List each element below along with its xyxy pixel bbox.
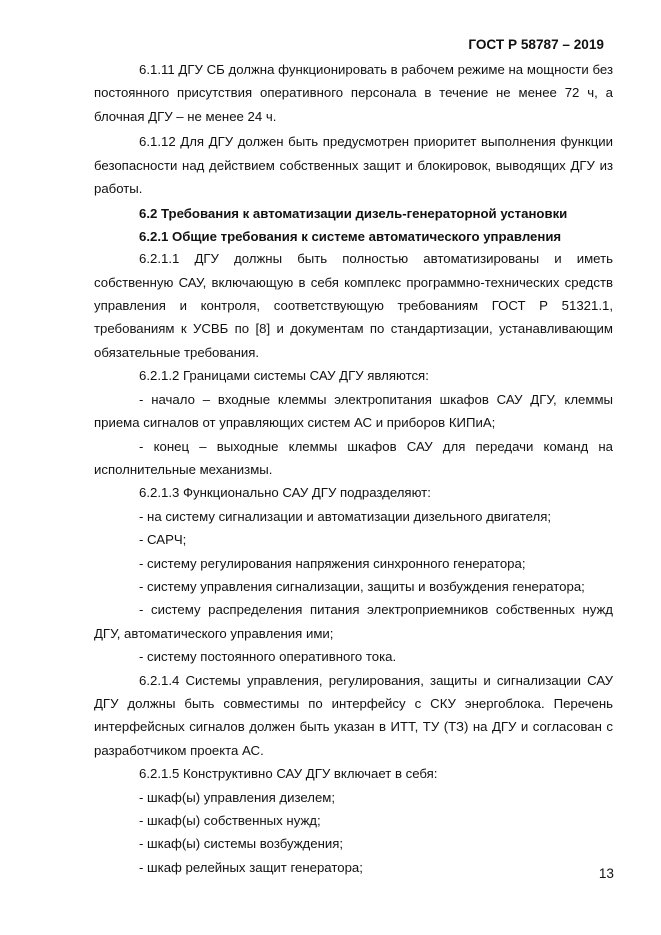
- clause-6-1-12: 6.1.12 Для ДГУ должен быть предусмотрен приоритет выполнения функции безопасности над действием собственных защит и блокировок, выводящих ДГУ из работы.: [94, 134, 613, 197]
- clause-6-2-1-4: 6.2.1.4 Системы управления, регулирования, защиты и сигнализации САУ ДГУ должны быть совместимы по интерфейсу с СКУ энергоблока. Перечень интерфейсных сигналов должен быть указан в ИТТ, ТУ (ТЗ) на ДГУ и согласован с разработчиком проекта АС.: [94, 672, 613, 758]
- list-item: - начало – входные клеммы электропитания шкафов САУ ДГУ, клеммы приема сигналов от управляющих систем АС и приборов КИПиА;: [94, 391, 613, 431]
- list-item: - систему управления сигнализации, защиты и возбуждения генератора;: [139, 578, 585, 594]
- document-header: ГОСТ Р 58787 – 2019: [468, 37, 604, 52]
- clause-6-2-1-5: 6.2.1.5 Конструктивно САУ ДГУ включает в себя:: [139, 766, 438, 782]
- list-item: - систему распределения питания электроприемников собственных нужд ДГУ, автоматического управления ими;: [94, 602, 613, 641]
- list-item: - шкаф(ы) собственных нужд;: [139, 813, 321, 828]
- clause-6-1-11: 6.1.11 ДГУ СБ должна функционировать в рабочем режиме на мощности без постоянного присутствия оперативного персонала в течение не менее 72 ч, а блочная ДГУ – не менее 24 ч.: [94, 62, 613, 124]
- page-number: 13: [598, 866, 614, 881]
- clause-6-2-1-1: 6.2.1.1 ДГУ должны быть полностью автоматизированы и иметь собственную САУ, включающую в себя комплекс программно-технических средств управления и контроля, соответствующую требованиям ГОСТ Р 51321.1, требованиям к УСВБ по [8] и документам по стандартизации, устанавливающим обязательные требования.: [94, 251, 613, 360]
- list-item: - шкаф(ы) системы возбуждения;: [139, 836, 344, 852]
- list-item: - систему постоянного оперативного тока.: [139, 649, 397, 665]
- list-item: - САРЧ;: [139, 532, 187, 548]
- list-item: - систему регулирования напряжения синхронного генератора;: [139, 555, 526, 571]
- section-heading-6-2: 6.2 Требования к автоматизации дизель-генераторной установки: [139, 206, 568, 222]
- clause-6-2-1-3: 6.2.1.3 Функционально САУ ДГУ подразделяют:: [139, 485, 431, 501]
- list-item: - шкаф релейных защит генератора;: [139, 859, 363, 875]
- list-item: - конец – выходные клеммы шкафов САУ для передачи команд на исполнительные механизмы.: [94, 438, 613, 477]
- list-item: - на систему сигнализации и автоматизации дизельного двигателя;: [139, 508, 551, 524]
- subsection-heading-6-2-1: 6.2.1 Общие требования к системе автоматического управления: [139, 228, 562, 244]
- clause-6-2-1-2: 6.2.1.2 Границами системы САУ ДГУ являются:: [139, 368, 429, 384]
- document-body: [94, 58, 613, 879]
- list-item: - шкаф(ы) управления дизелем;: [139, 789, 336, 805]
